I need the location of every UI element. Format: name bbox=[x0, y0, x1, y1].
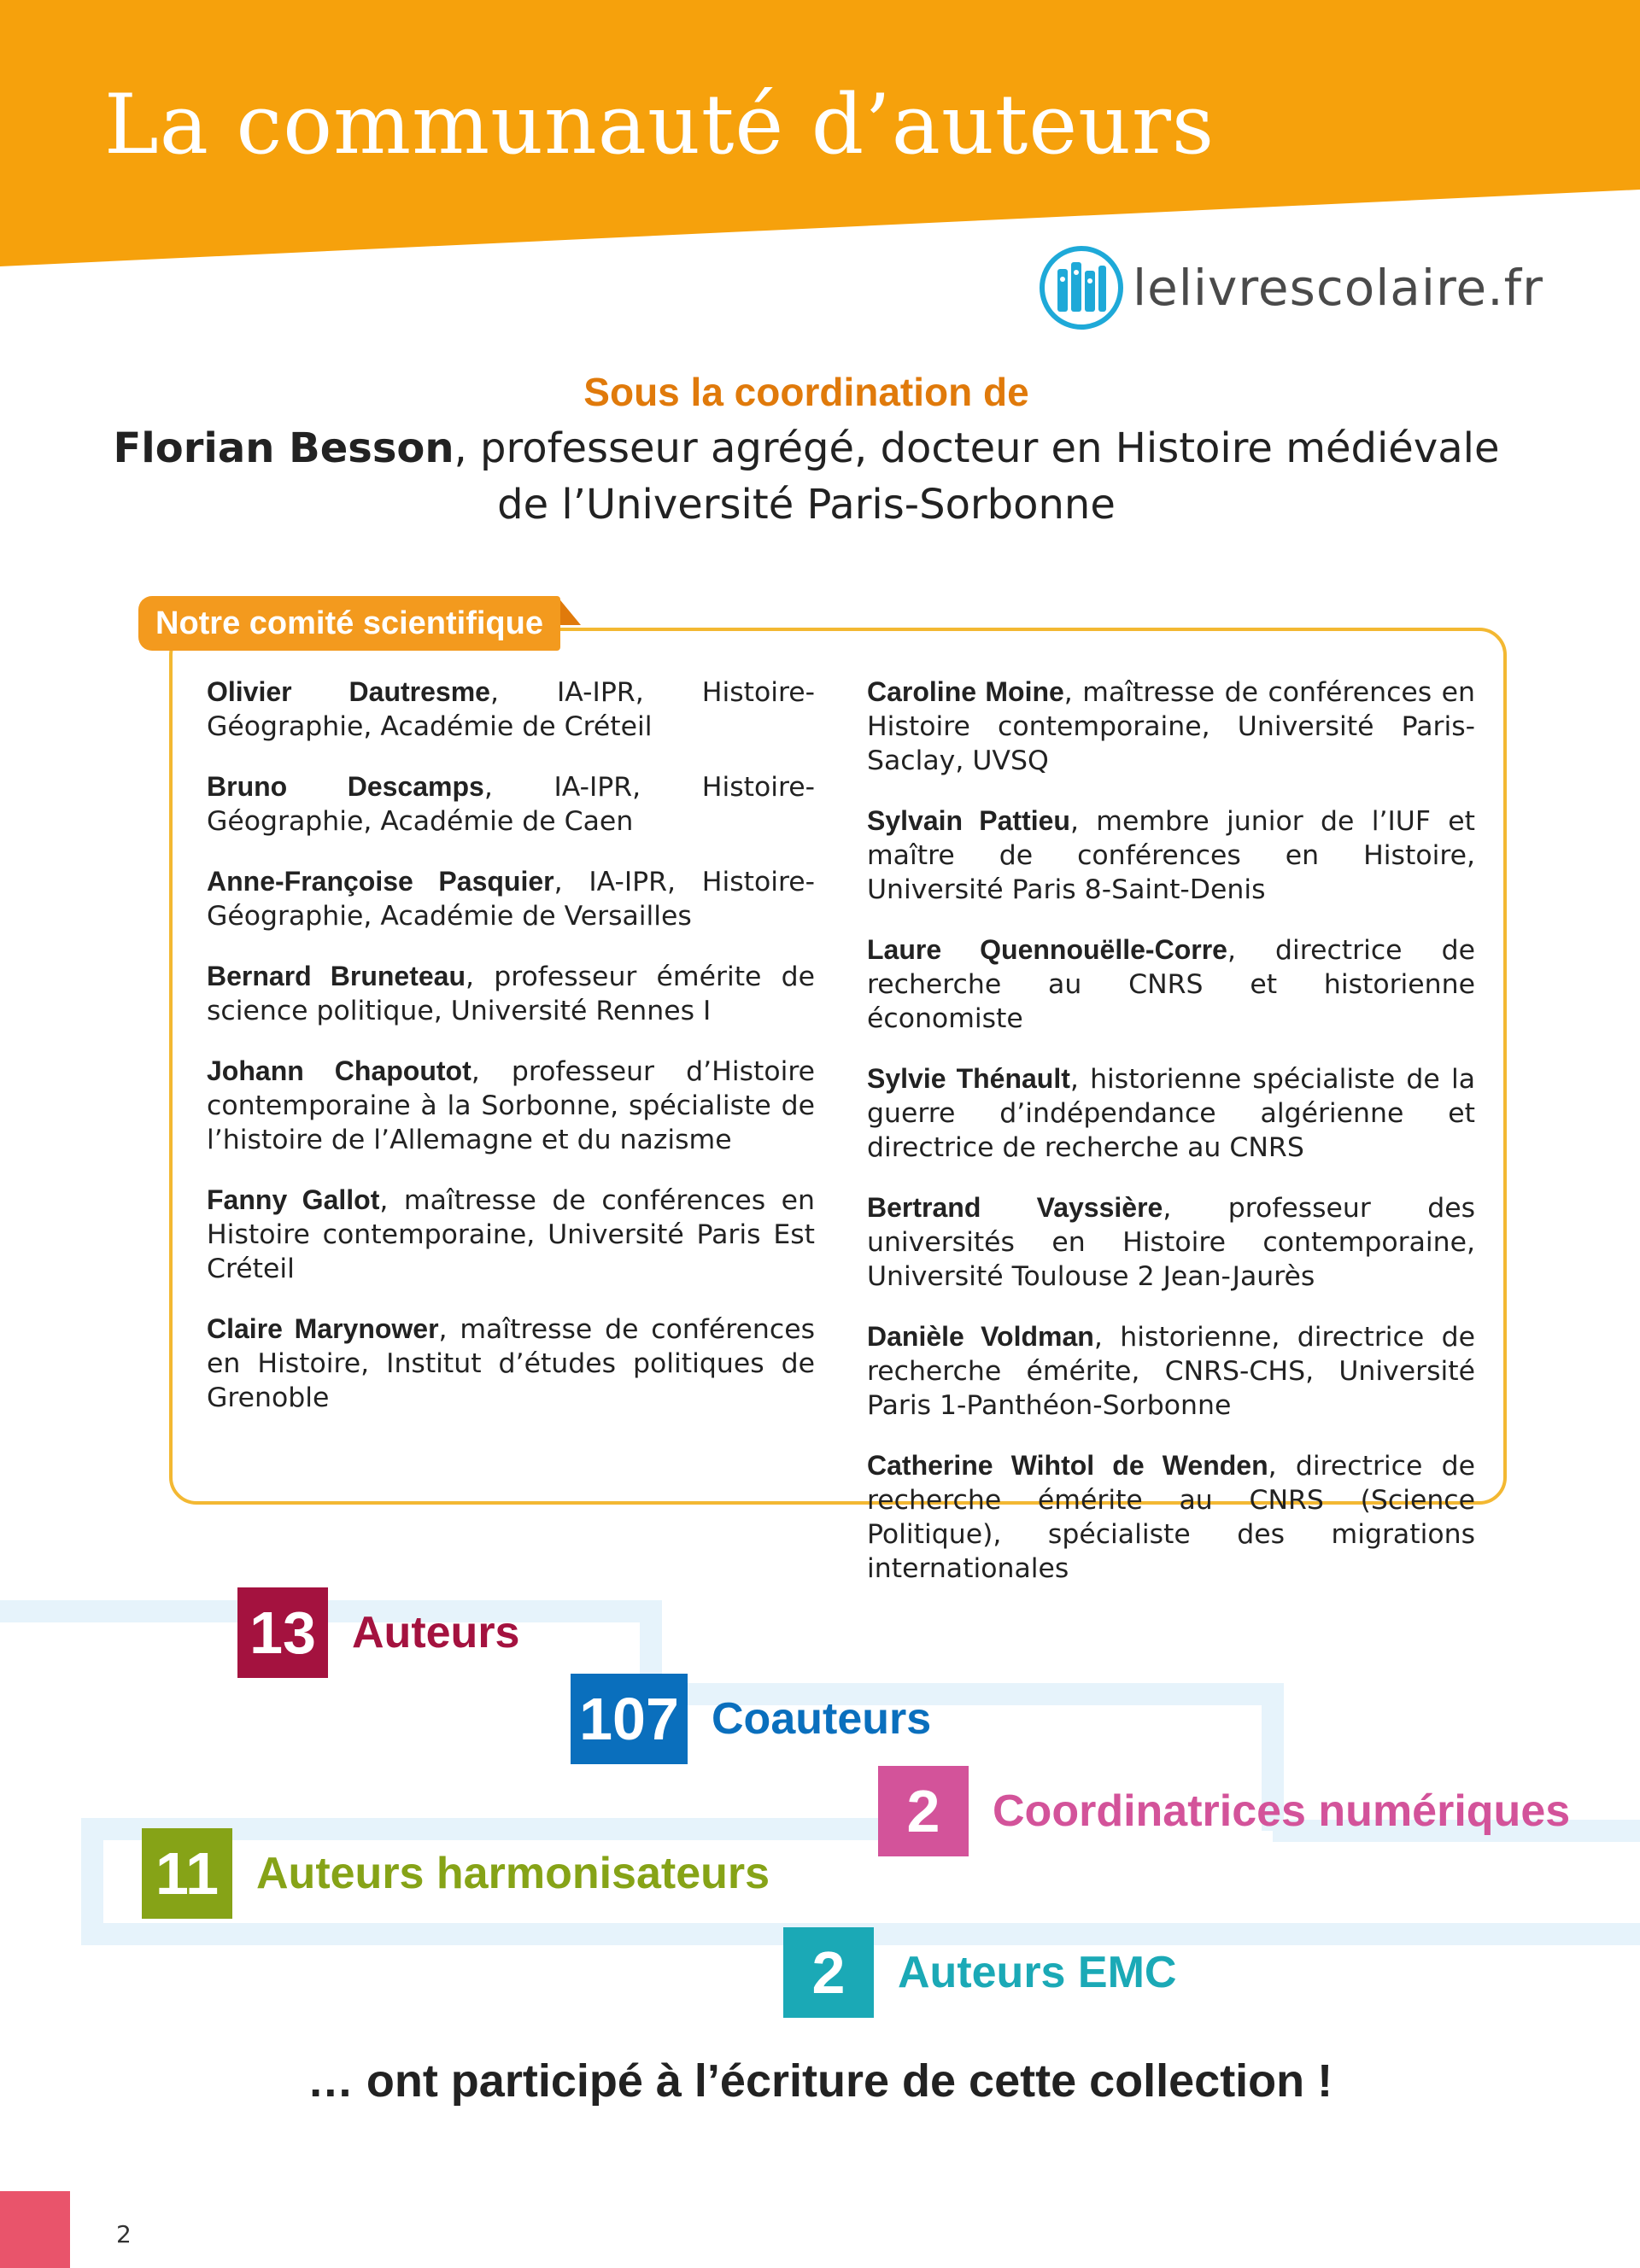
member-name: Laure Quennouëlle-Corre bbox=[867, 934, 1227, 965]
member-role: , IA-IPR, Histoire-Géographie, Académie de Versailles bbox=[207, 867, 816, 932]
committee-member bbox=[207, 1183, 815, 1286]
committee-member bbox=[207, 1312, 815, 1415]
member-name: Sylvain Pattieu bbox=[867, 805, 1070, 836]
coordinator-title: , professeur agrégé, docteur en Histoire médiévale bbox=[454, 424, 1500, 472]
committee-member bbox=[867, 932, 1475, 1036]
coordinator-line bbox=[0, 420, 1613, 476]
member-role: , professeur des universités en Histoire contemporaine, Université Toulouse 2 Jean-Jaurès bbox=[867, 1193, 1475, 1292]
committee-member bbox=[867, 1061, 1475, 1165]
page-number: 2 bbox=[116, 2220, 132, 2248]
committee-member bbox=[207, 769, 815, 839]
committee-member bbox=[867, 1319, 1475, 1423]
committee-member bbox=[207, 1054, 815, 1157]
member-name: Bertrand Vayssière bbox=[867, 1192, 1163, 1223]
stat-coauteurs bbox=[571, 1674, 931, 1764]
coordination-block bbox=[0, 364, 1613, 533]
committee-member bbox=[207, 864, 815, 933]
stat-number: 2 bbox=[878, 1766, 969, 1856]
stat-harmonisateurs bbox=[142, 1828, 770, 1919]
member-role: , professeur d’Histoire contemporaine à la Sorbonne, spécialiste de l’histoire de l’Allemagne et du nazisme bbox=[207, 1056, 816, 1155]
stat-label: Coauteurs bbox=[712, 1694, 932, 1744]
member-role: , historienne spécialiste de la guerre d’indépendance algérienne et directrice de recherche au CNRS bbox=[867, 1064, 1475, 1163]
member-role: , membre junior de l’IUF et maître de conférences en Histoire, Université Paris 8-Saint-Denis bbox=[867, 806, 1476, 905]
committee-member bbox=[867, 675, 1475, 778]
member-role: , IA-IPR, Histoire-Géographie, Académie de Caen bbox=[207, 772, 816, 837]
member-name: Danièle Voldman bbox=[867, 1321, 1094, 1352]
committee-member bbox=[207, 959, 815, 1028]
logo-text: lelivrescolaire.fr bbox=[1133, 259, 1543, 317]
member-name: Catherine Wihtol de Wenden bbox=[867, 1450, 1268, 1481]
member-name: Claire Marynower bbox=[207, 1313, 439, 1344]
stat-coordinatrices bbox=[878, 1766, 1570, 1856]
member-role: , directrice de recherche émérite au CNRS (Science Politique), spécialiste des migrations internationales bbox=[867, 1451, 1476, 1584]
member-name: Bernard Bruneteau bbox=[207, 961, 466, 991]
committee-column-right bbox=[867, 675, 1475, 1611]
committee-member bbox=[867, 1190, 1475, 1294]
member-role: , maîtresse de conférences en Histoire, Institut d’études politiques de Grenoble bbox=[207, 1314, 815, 1413]
member-role: , professeur émérite de science politique, Université Rennes I bbox=[207, 962, 815, 1026]
committee-member bbox=[867, 804, 1475, 907]
member-role: , IA-IPR, Histoire-Géographie, Académie de Créteil bbox=[207, 677, 816, 742]
member-name: Fanny Gallot bbox=[207, 1184, 380, 1215]
member-name: Sylvie Thénault bbox=[867, 1063, 1070, 1094]
committee-member bbox=[867, 1448, 1475, 1586]
committee-label: Notre comité scientifique bbox=[138, 596, 560, 651]
member-name: Bruno Descamps bbox=[207, 771, 484, 802]
coordination-heading: Sous la coordination de bbox=[583, 370, 1029, 414]
corner-block bbox=[0, 2191, 70, 2268]
coordinator-affiliation: de l’Université Paris-Sorbonne bbox=[497, 481, 1116, 529]
member-role: , maîtresse de conférences en Histoire contemporaine, Université Paris-Saclay, UVSQ bbox=[867, 677, 1475, 776]
stat-number: 13 bbox=[237, 1587, 328, 1678]
stat-number: 11 bbox=[142, 1828, 232, 1919]
member-name: Anne-Françoise Pasquier bbox=[207, 866, 554, 897]
stat-number: 107 bbox=[571, 1674, 688, 1764]
closing-sentence: … ont participé à l’écriture de cette collection ! bbox=[307, 2055, 1333, 2107]
stat-label: Coordinatrices numériques bbox=[993, 1786, 1571, 1836]
stat-number: 2 bbox=[783, 1927, 874, 2018]
committee-tab-fold bbox=[557, 596, 581, 625]
stat-label: Auteurs harmonisateurs bbox=[256, 1849, 770, 1898]
member-role: , historienne, directrice de recherche émérite, CNRS-CHS, Université Paris 1-Panthéon-Sorbonne bbox=[867, 1322, 1475, 1421]
committee-column-left bbox=[207, 675, 815, 1441]
publisher-logo bbox=[1039, 245, 1543, 330]
member-role: , maîtresse de conférences en Histoire contemporaine, Université Paris Est Créteil bbox=[207, 1185, 816, 1284]
member-name: Caroline Moine bbox=[867, 676, 1064, 707]
stat-label: Auteurs bbox=[352, 1608, 520, 1657]
stat-auteurs bbox=[237, 1587, 519, 1678]
stat-auteurs-emc bbox=[783, 1927, 1176, 2018]
page-title: La communauté d’auteurs bbox=[104, 77, 1215, 172]
member-role: , directrice de recherche au CNRS et historienne économiste bbox=[867, 935, 1475, 1034]
books-logo-icon bbox=[1039, 245, 1124, 330]
coordinator-name: Florian Besson bbox=[113, 424, 454, 472]
member-name: Johann Chapoutot bbox=[207, 1055, 472, 1086]
committee-member bbox=[207, 675, 815, 744]
stat-label: Auteurs EMC bbox=[898, 1948, 1177, 1997]
member-name: Olivier Dautresme bbox=[207, 676, 490, 707]
